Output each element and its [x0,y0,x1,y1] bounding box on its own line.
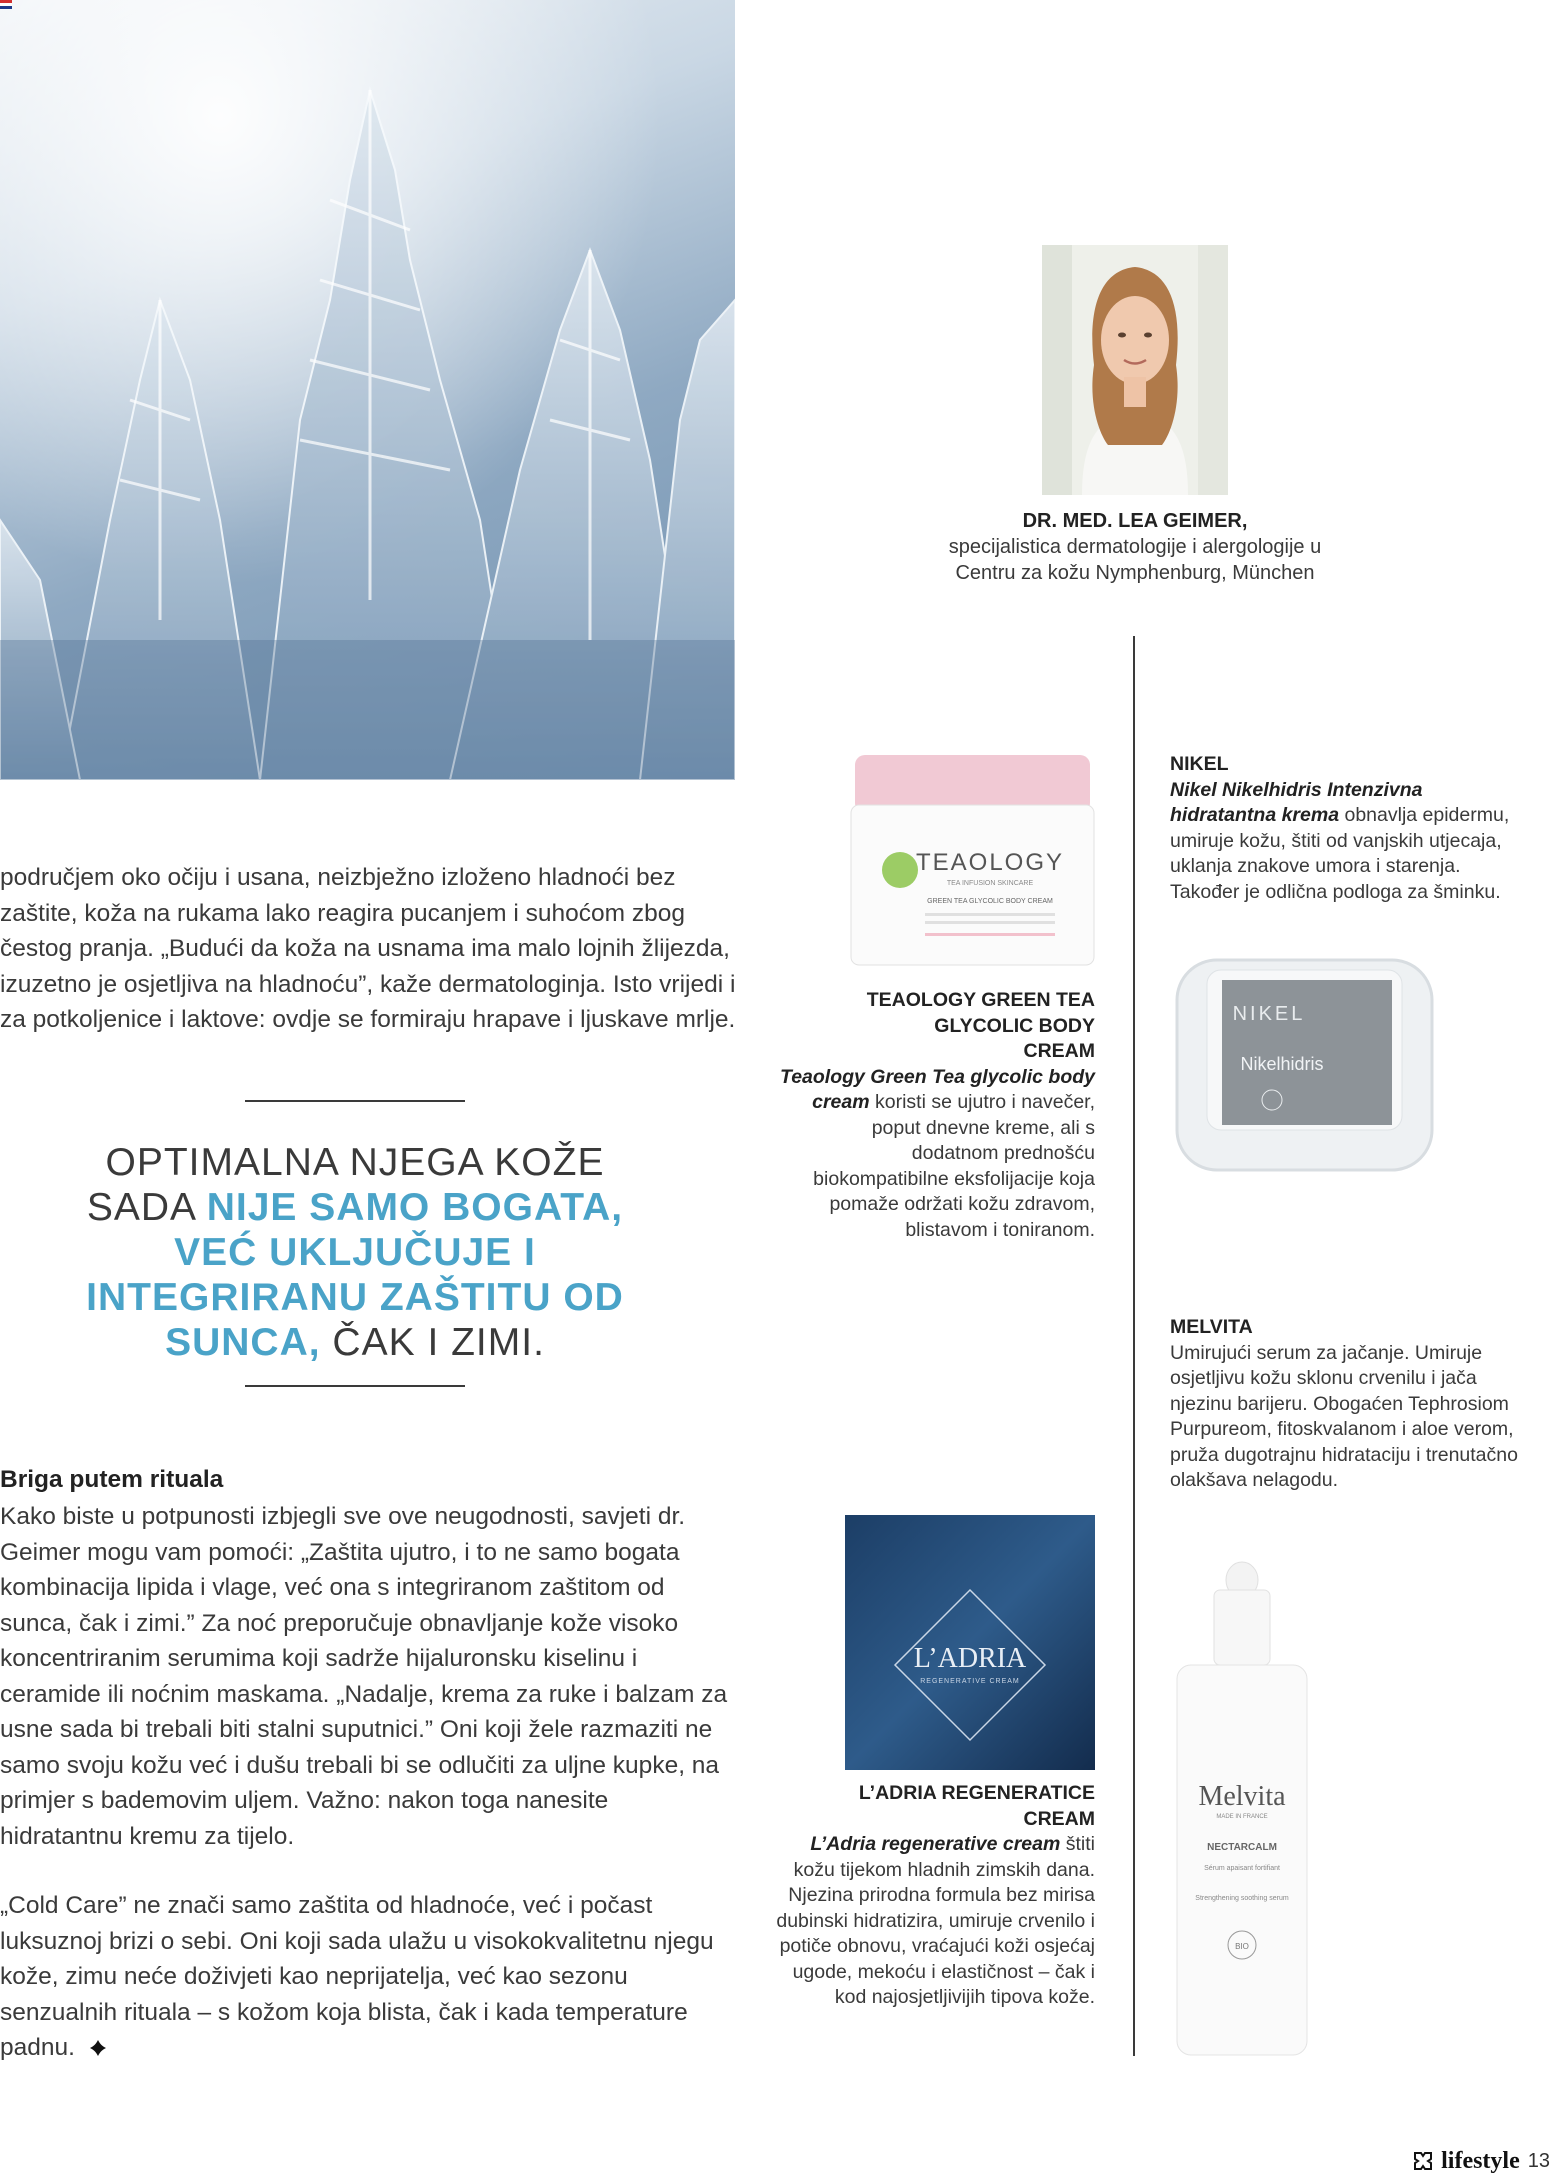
melvita-label-brand: Melvita [1198,1781,1286,1812]
teaology-product-image [845,755,1100,970]
melvita-label-bio: BIO [1235,1942,1249,1951]
page-footer [1413,2146,1550,2176]
teaology-label-sub: TEA INFUSION SKINCARE [946,880,1034,887]
pull-quote-part1: OPTIMALNA NJEGA KOŽE SADA [86,1141,605,1229]
flag-icon [0,0,12,9]
ladria-bold: L’Adria regenerative cream [810,1833,1061,1855]
ice-crystals-illustration [0,0,735,780]
melvita-label-made: MADE IN FRANCE [1216,1814,1268,1820]
doctor-caption [935,508,1335,586]
lifestyle-logo-icon [1413,2151,1433,2171]
hero-frost-image [0,0,735,780]
teaology-bold: Teaology Green Tea glycolic body cream [780,1065,1095,1113]
teaology-caption [780,988,1095,1243]
melvita-label-fr: Sérum apaisant fortifiant [1204,1865,1280,1872]
column-divider [1133,636,1135,2056]
nikel-title: NIKEL [1170,753,1229,775]
teaology-label-name: GREEN TEA GLYCOLIC BODY CREAM [927,898,1053,905]
doctor-name: DR. MED. LEA GEIMER, [1022,510,1248,532]
ladria-label-sub: REGENERATIVE CREAM [920,1678,1020,1685]
doctor-portrait [1042,245,1228,495]
nikel-label-brand: NIKEL [1232,1003,1306,1025]
nikel-label-name: Nikelhidris [1240,1054,1324,1074]
nikel-bold: Nikel Nikelhidris Intenzivna hidratantna krema [1170,778,1423,826]
footer-brand: lifestyle [1441,2147,1520,2174]
ladria-label-brand: L’ADRIA [913,1643,1027,1674]
melvita-label-en: Strengthening soothing serum [1195,1895,1289,1902]
teaology-title: TEAOLOGY GREEN TEA GLYCOLIC BODY CREAM [866,989,1095,1062]
ladria-text: štiti kožu tijekom hladnih zimskih dana. Njezina prirodna formula bez mirisa dubinski hidratizira, umiruje crvenilo i potiče obnovu, vraćajući koži osjećaj ugode, mekoću i elastičnost – čak i kod najosjetljivijih tipova kože. [776,1833,1095,2008]
nikel-caption [1170,752,1520,905]
end-mark-icon [89,2039,107,2057]
doctor-photo [1042,245,1228,495]
ladria-caption [775,1781,1095,2011]
teaology-label-brand: TEAOLOGY [915,849,1065,876]
nikel-text: obnavlja epidermu, umiruje kožu, štiti od vanjskih utjecaja, uklanja znakove umora i starenja. Također je odlična podloga za šminku. [1170,804,1510,903]
melvita-caption [1170,1315,1520,1494]
melvita-text: Umirujući serum za jačanje. Umiruje osjetljivu kožu sklonu crvenilu i jača njezinu barijeru. Obogaćen Tephrosiom Purpureom, fitoskvalanom i aloe verom, pruža dugotrajnu hidrataciju i trenutačno olakšava nelagodu. [1170,1341,1518,1491]
closing-text: „Cold Care” ne znači samo zaštita od hladnoće, već i počast luksuznoj brizi o sebi. Oni koji sada ulažu u visokokvalitetnu njegu kože, zimu neće doživjeti kao neprijatelja, već kao sezonu senzualnih rituala – s kožom koja blista, čak i kada temperature padnu. [0,1892,714,2061]
ritual-heading: Briga putem rituala [0,1466,224,1493]
pull-quote-part2: ČAK I ZIMI. [320,1321,545,1364]
melvita-title: MELVITA [1170,1316,1253,1338]
pull-quote-bottom-rule [245,1385,465,1387]
doctor-role: specijalistica dermatologije i alergologije u Centru za kožu Nymphenburg, München [948,536,1322,584]
intro-paragraph: područjem oko očiju i usana, neizbježno izloženo hladnoći bez zaštite, koža na rukama lako reagira pucanjem i suhoćom zbog čestog pranja. „Budući da koža na usnama ima malo lojnih žlijezda, izuzetno je osjetljiva na hladnoću”, kaže dermatologinja. Isto vrijedi i za potkoljenice i laktove: ovdje se formiraju hrapave i ljuskave mrlje. [0,864,736,1033]
pull-quote-text [60,1102,650,1385]
page-number: 13 [1527,2149,1550,2172]
pull-quote-highlight: NIJE SAMO BOGATA, VEĆ UKLJUČUJE I INTEGRIRANU ZAŠTITU OD SUNCA, [86,1186,624,1364]
melvita-product-image [1172,1560,1312,2060]
melvita-label-name: NECTARCALM [1207,1842,1277,1853]
teaology-text: koristi se ujutro i navečer, poput dnevne kreme, ali s dodatnom prednošću biokompatibilne eksfolijacije koja pomaže održati kožu zdravom, blistavom i toniranom. [813,1091,1095,1241]
pull-quote [60,1100,650,1387]
nikel-product-image [1172,950,1437,1180]
closing-paragraph [0,1888,737,2066]
ladria-product-image [845,1515,1095,1770]
ritual-paragraph: Kako biste u potpunosti izbjegli sve ove neugodnosti, savjeti dr. Geimer mogu vam pomoći: „Zaštita ujutro, i to ne samo bogata kombinacija lipida i vlage, već ona s integriranom zaštitom od sunca, čak i zimi.” Za noć preporučuje obnavljanje kože visoko koncentriranim serumima koji sadrže hijaluronsku kiselinu i ceramide ili noćnim maskama. „Nadalje, krema za ruke i balzam za usne sada bi trebali biti stalni suputnici.” Oni koji žele razmaziti ne samo svoju kožu već i dušu trebali bi se odlučiti za uljne kupke, na primjer s bademovim uljem. Važno: nakon toga nanesite hidratantnu kremu za tijelo. [0,1503,728,1850]
ladria-title: L’ADRIA REGENERATICE CREAM [858,1782,1095,1830]
